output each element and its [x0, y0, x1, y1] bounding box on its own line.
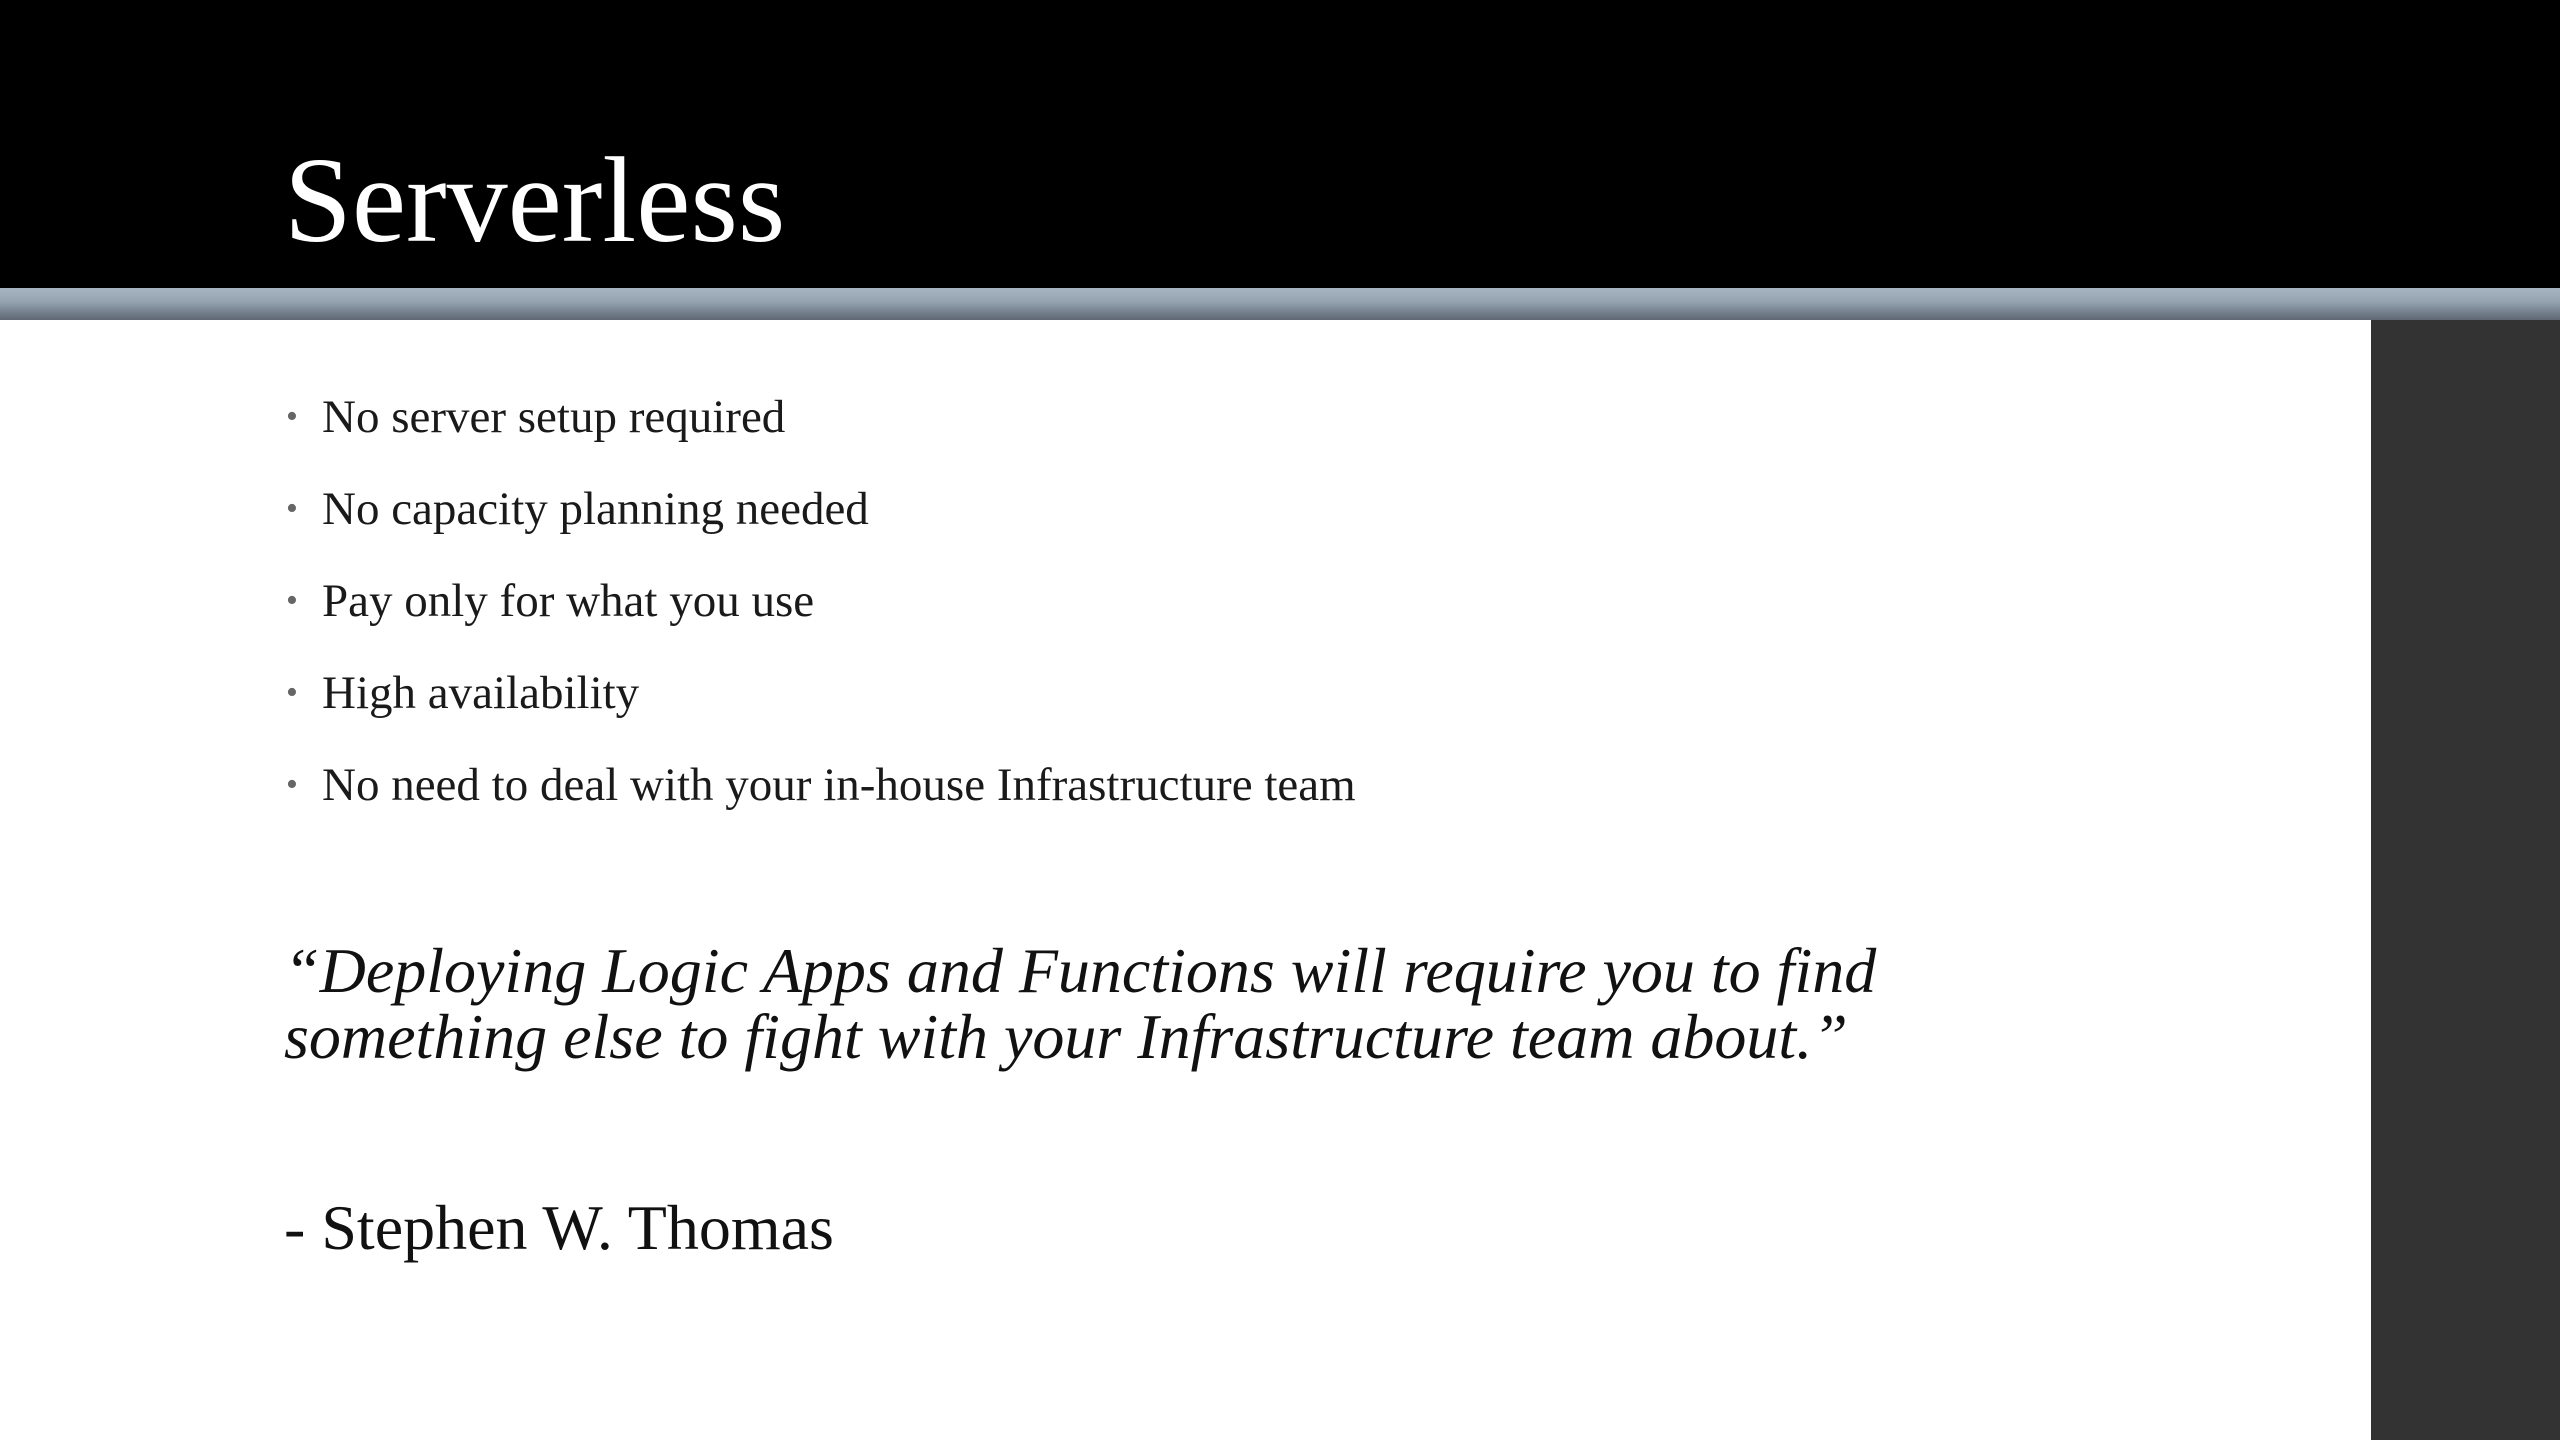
bullet-text: High availability — [322, 667, 640, 719]
title-bar — [0, 0, 2560, 288]
quote-text: “Deploying Logic Apps and Functions will require you to find something else to fight with your Infrastructure team about.” — [284, 935, 1877, 1072]
bullet-text: No server setup required — [322, 391, 786, 443]
bullet-item — [284, 474, 1356, 566]
bullet-icon: • — [286, 398, 298, 435]
title-divider — [0, 288, 2560, 320]
bullet-item — [284, 566, 1356, 658]
slide-title: Serverless — [284, 133, 786, 268]
quote-attribution: - Stephen W. Thomas — [284, 1192, 834, 1263]
bullet-icon: • — [286, 674, 298, 711]
bullet-list — [284, 382, 1356, 842]
bullet-text: No capacity planning needed — [322, 483, 869, 535]
bullet-item — [284, 750, 1356, 842]
bullet-text: Pay only for what you use — [322, 575, 815, 627]
bullet-icon: • — [286, 490, 298, 527]
bullet-item — [284, 382, 1356, 474]
bullet-text: No need to deal with your in-house Infrastructure team — [322, 759, 1356, 811]
bullet-icon: • — [286, 582, 298, 619]
side-panel — [2371, 320, 2560, 1440]
bullet-item — [284, 658, 1356, 750]
bullet-icon: • — [286, 766, 298, 803]
